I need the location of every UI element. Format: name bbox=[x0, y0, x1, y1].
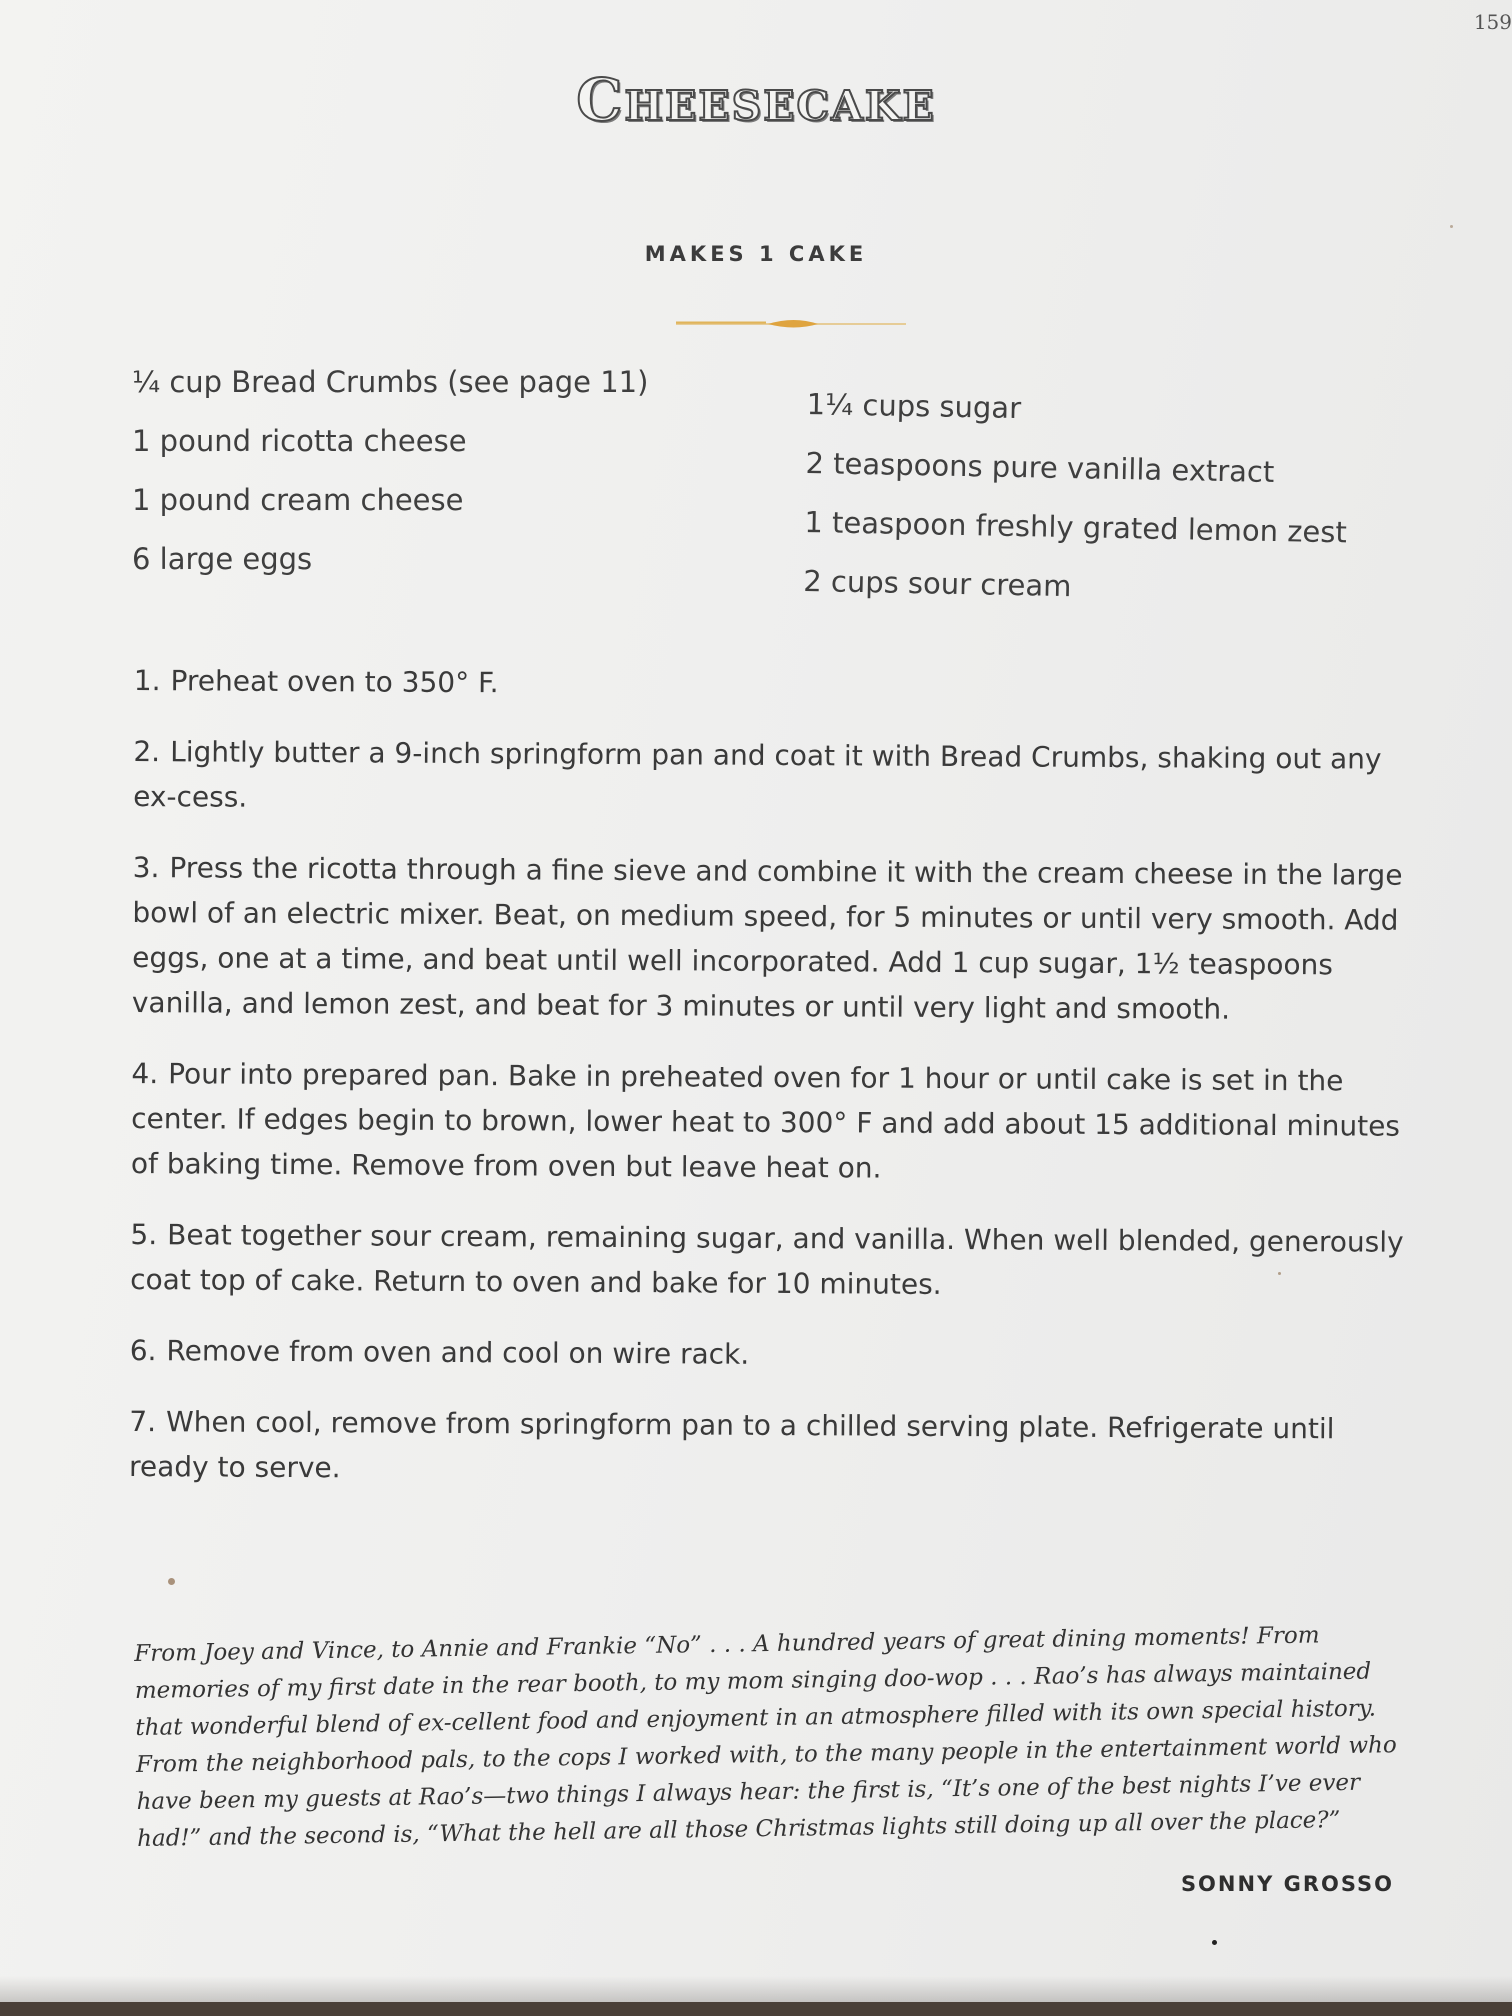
step-number: 7. bbox=[129, 1404, 157, 1439]
paper-speck bbox=[1212, 1940, 1217, 1945]
step-number: 5. bbox=[130, 1217, 158, 1252]
step-number: 3. bbox=[132, 850, 160, 885]
ingredient-item: 1¼ cups sugar bbox=[806, 387, 1022, 426]
ingredient-item: 6 large eggs bbox=[132, 542, 313, 576]
recipe-step bbox=[132, 845, 1415, 1033]
gold-rule-ornament-icon bbox=[676, 314, 906, 334]
recipe-step bbox=[129, 1399, 1412, 1497]
step-text: Pour into prepared pan. Bake in preheated oven for 1 hour or until cake is set in the center. If edges begin to brown, lower heat to 300° F and add about 15 additional minutes of baking time. Remove from oven but leave heat on. bbox=[130, 1057, 1401, 1185]
recipe-steps bbox=[129, 658, 1416, 1523]
step-number: 2. bbox=[133, 734, 161, 769]
recipe-step bbox=[131, 1051, 1414, 1194]
ingredient-item: 1 teaspoon freshly grated lemon zest bbox=[804, 504, 1348, 550]
step-number: 6. bbox=[129, 1333, 157, 1368]
ingredient-item: 1 pound cream cheese bbox=[132, 483, 464, 517]
recipe-step bbox=[130, 1328, 1412, 1381]
recipe-step bbox=[130, 1212, 1413, 1310]
ingredient-item: ¼ cup Bread Crumbs (see page 11) bbox=[132, 365, 649, 399]
testimonial-note: From Joey and Vince, to Annie and Frankie “No” . . . A hundred years of great dining moments! From memories of my first date in the rear booth, to my mom singing doo-wop . . . Rao’s has always maintained that wonderful blend of ex-cellent food and enjoyment in an atmosphere filled with its own special history. From the neighborhood pals, to the cops I worked with, to the many people in the entertainment world who have been my guests at Rao’s—two things I always hear: the first is, “It’s one of the best nights I’ve ever had!” and the second is, “What the hell are all those Christmas lights still doing up all over the place?” bbox=[134, 1622, 1397, 1852]
step-number: 1. bbox=[133, 663, 161, 698]
recipe-step bbox=[133, 729, 1416, 827]
step-text: When cool, remove from springform pan to a chilled serving plate. Refrigerate until ready to serve. bbox=[128, 1405, 1335, 1485]
recipe-yield: MAKES 1 CAKE bbox=[644, 242, 868, 266]
ingredient-item: 2 teaspoons pure vanilla extract bbox=[805, 445, 1275, 489]
ingredient-item: 1 pound ricotta cheese bbox=[132, 424, 467, 458]
table-edge bbox=[0, 2002, 1512, 2016]
step-text: Remove from oven and cool on wire rack. bbox=[166, 1334, 750, 1371]
ingredient-item: 2 cups sour cream bbox=[802, 563, 1072, 604]
step-text: Lightly butter a 9-inch springform pan and coat it with Bread Crumbs, shaking out any ex-cess. bbox=[133, 735, 1382, 814]
paper-speck bbox=[1278, 1272, 1281, 1275]
page-number: 159 bbox=[1473, 10, 1512, 34]
paper-speck bbox=[168, 1578, 175, 1585]
recipe-title: Cheesecake bbox=[576, 66, 936, 134]
step-text: Beat together sour cream, remaining sugar, and vanilla. When well blended, generously coat top of cake. Return to oven and bake for 10 minutes. bbox=[130, 1218, 1404, 1301]
step-number: 4. bbox=[131, 1056, 159, 1091]
testimonial-signature: SONNY GROSSO bbox=[1180, 1872, 1394, 1896]
step-text: Preheat oven to 350° F. bbox=[170, 664, 499, 700]
ingredients-column-left bbox=[132, 365, 772, 601]
recipe-step bbox=[134, 658, 1416, 711]
ingredients-column-right bbox=[802, 387, 1406, 634]
step-text: Press the ricotta through a fine sieve and combine it with the cream cheese in the large bowl of an electric mixer. Beat, on medium speed, for 5 minutes or until very smooth. Add eggs, one at a time, and beat until well incorporated. Add 1 cup sugar, 1½ teaspoons vanilla, and lemon zest, and beat for 3 minutes or until very light and smooth. bbox=[131, 851, 1403, 1026]
paper-speck bbox=[1450, 225, 1453, 228]
